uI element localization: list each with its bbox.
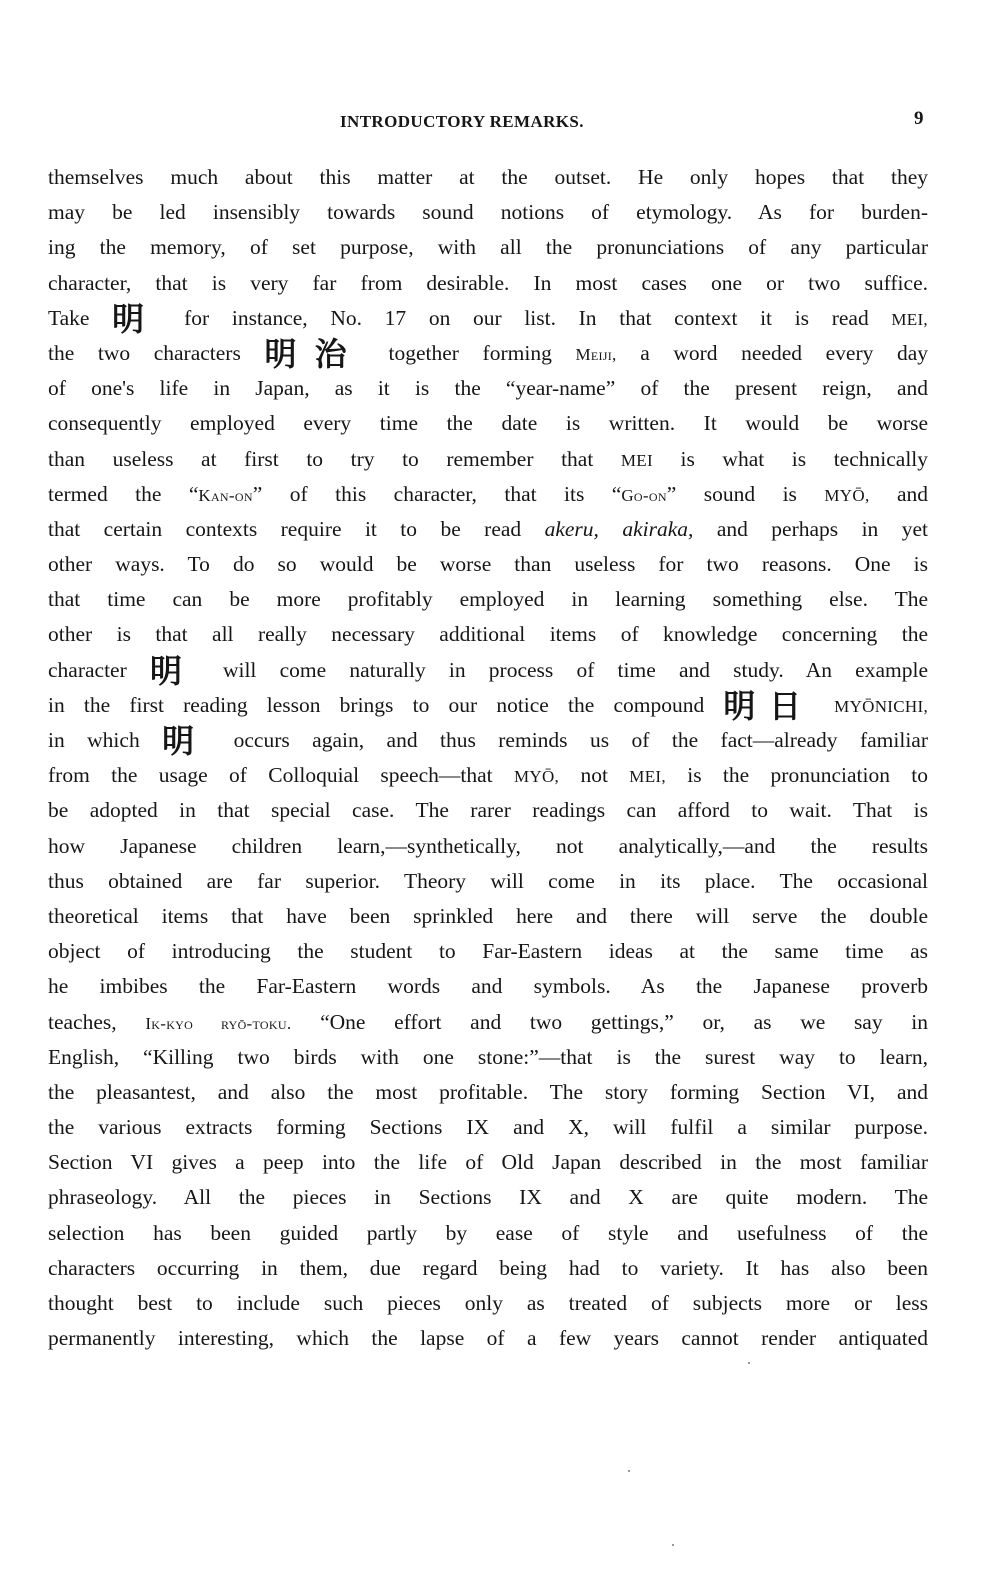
text-line-8: consequently employed every time the date is written. It would be worse	[48, 411, 928, 436]
text-line-33: thought best to include such pieces only as treated of subjects more or less	[48, 1291, 928, 1315]
text-segment: in which	[48, 728, 140, 752]
reading-mei: MEI,	[891, 309, 928, 329]
text-line-24: he imbibes the Far-Eastern words and symbols. As the Japanese proverb	[48, 974, 928, 999]
text-line-22: theoretical items that have been sprinkled here and there will serve the double	[48, 903, 928, 928]
text-segment: than useless at first to try to remember that	[48, 446, 594, 471]
reading-myo: MYŌ,	[824, 485, 870, 505]
text-line-26: English, “Killing two birds with one stone:”—that is the surest way to learn,	[48, 1044, 928, 1069]
reading-mei: MEI,	[629, 767, 666, 787]
reading-akeru: akeru,	[544, 516, 599, 541]
text-line-30: phraseology. All the pieces in Sections IX and X are quite modern. The	[48, 1185, 928, 1210]
text-segment: “One effort and two gettings,” or, as we say in	[320, 1009, 929, 1034]
reading-myonichi: MYŌNICHI,	[834, 696, 928, 716]
text-segment: not	[580, 763, 608, 788]
text-line-27: the pleasantest, and also the most profitable. The story forming Section VI, and	[48, 1079, 928, 1104]
text-line-21: thus obtained are far superior. Theory will come in its place. The occasional	[48, 868, 928, 893]
kanji-mei: 明	[162, 722, 212, 760]
text-line-15	[48, 653, 928, 688]
text-line-9	[48, 442, 928, 477]
text-line-32: characters occurring in them, due regard being had to variety. It has also been	[48, 1255, 928, 1280]
text-segment: is what is technically	[680, 446, 929, 471]
kanji-mei: 明	[112, 299, 162, 338]
text-segment: teaches,	[48, 1009, 117, 1034]
text-line-19: be adopted in that special case. The rarer readings can afford to wait. That is	[48, 798, 928, 823]
text-segment: for instance, No. 17 on our list. In that context it is read	[184, 305, 869, 330]
page-number: 9	[914, 108, 924, 129]
text-line-20: how Japanese children learn,—synthetically, not analytically,—and the results	[48, 833, 928, 858]
text-segment: from the usage of Colloquial speech—that	[48, 763, 493, 788]
reading-akiraka: akiraka,	[622, 516, 694, 541]
kanji-meiji: 明治	[264, 334, 365, 373]
text-segment: ” sound is	[666, 481, 797, 506]
text-line-14: other is that all really necessary additional items of knowledge concerning the	[48, 622, 928, 647]
scan-speck	[672, 1544, 674, 1546]
text-line-6	[48, 336, 928, 371]
scan-speck	[748, 1362, 750, 1364]
text-segment: that certain contexts require it to be read	[48, 516, 522, 541]
text-line-34: permanently interesting, which the lapse of a few years cannot render antiquated	[48, 1326, 928, 1351]
body-paragraph	[48, 160, 928, 1356]
text-line-25	[48, 1005, 928, 1040]
text-line-5	[48, 301, 928, 336]
reading-meiji: Meiji,	[575, 344, 617, 364]
scan-speck	[628, 1470, 630, 1472]
text-segment: and	[896, 481, 928, 506]
kanji-mei: 明	[149, 651, 200, 690]
text-line-11	[48, 512, 928, 547]
text-line-23: object of introducing the student to Far-Eastern ideas at the same time as	[48, 939, 928, 964]
reading-mei: MEI	[620, 450, 653, 470]
text-line-28: the various extracts forming Sections IX and X, will fulfil a similar purpose.	[48, 1115, 928, 1140]
text-segment: is the pronunciation to	[687, 763, 929, 788]
text-line-16	[48, 688, 928, 723]
text-line-10	[48, 477, 928, 512]
text-segment: termed the “	[48, 481, 199, 506]
text-line-31: selection has been guided partly by ease of style and usefulness of the	[48, 1220, 928, 1245]
text-segment: ” of this character, that its “	[252, 481, 622, 506]
text-segment: the two characters	[48, 340, 241, 365]
text-segment: character	[48, 657, 127, 682]
text-segment: will come naturally in process of time and study. An example	[222, 657, 929, 682]
term-go-on: Go-on	[621, 485, 667, 505]
text-segment: in the first reading lesson brings to our notice the compound	[48, 692, 705, 717]
text-line-12: other ways. To do so would be worse than useless for two reasons. One is	[48, 552, 928, 577]
text-line-7: of one's life in Japan, as it is the “year-name” of the present reign, and	[48, 376, 928, 401]
text-line-17	[48, 723, 928, 758]
kanji-myonichi: 明日	[723, 686, 815, 725]
text-line-18	[48, 758, 928, 793]
text-segment: a word needed every day	[640, 340, 929, 365]
term-kan-on: Kan-on	[198, 485, 253, 505]
text-line-13: that time can be more profitably employed in learning something else. The	[48, 587, 928, 612]
running-head: INTRODUCTORY REMARKS.	[340, 112, 584, 131]
text-line-29: Section VI gives a peep into the life of Old Japan described in the most familiar	[48, 1150, 928, 1175]
text-segment: Take	[48, 305, 90, 330]
text-line-1: themselves much about this matter at the outset. He only hopes that they	[48, 165, 928, 189]
text-line-3: ing the memory, of set purpose, with all the pronunciations of any particular	[48, 235, 928, 260]
text-segment: and perhaps in yet	[716, 516, 928, 541]
text-line-2: may be led insensibly towards sound notions of etymology. As for burden-	[48, 200, 928, 225]
text-line-4: character, that is very far from desirable. In most cases one or two suffice.	[48, 270, 928, 295]
proverb-ik-kyo-ryo-toku: Ik-kyo ryō-toku.	[145, 1013, 292, 1033]
reading-myo: MYŌ,	[513, 767, 560, 787]
text-segment: occurs again, and thus reminds us of the fact—already familiar	[233, 728, 928, 752]
text-segment: together forming	[388, 340, 552, 365]
